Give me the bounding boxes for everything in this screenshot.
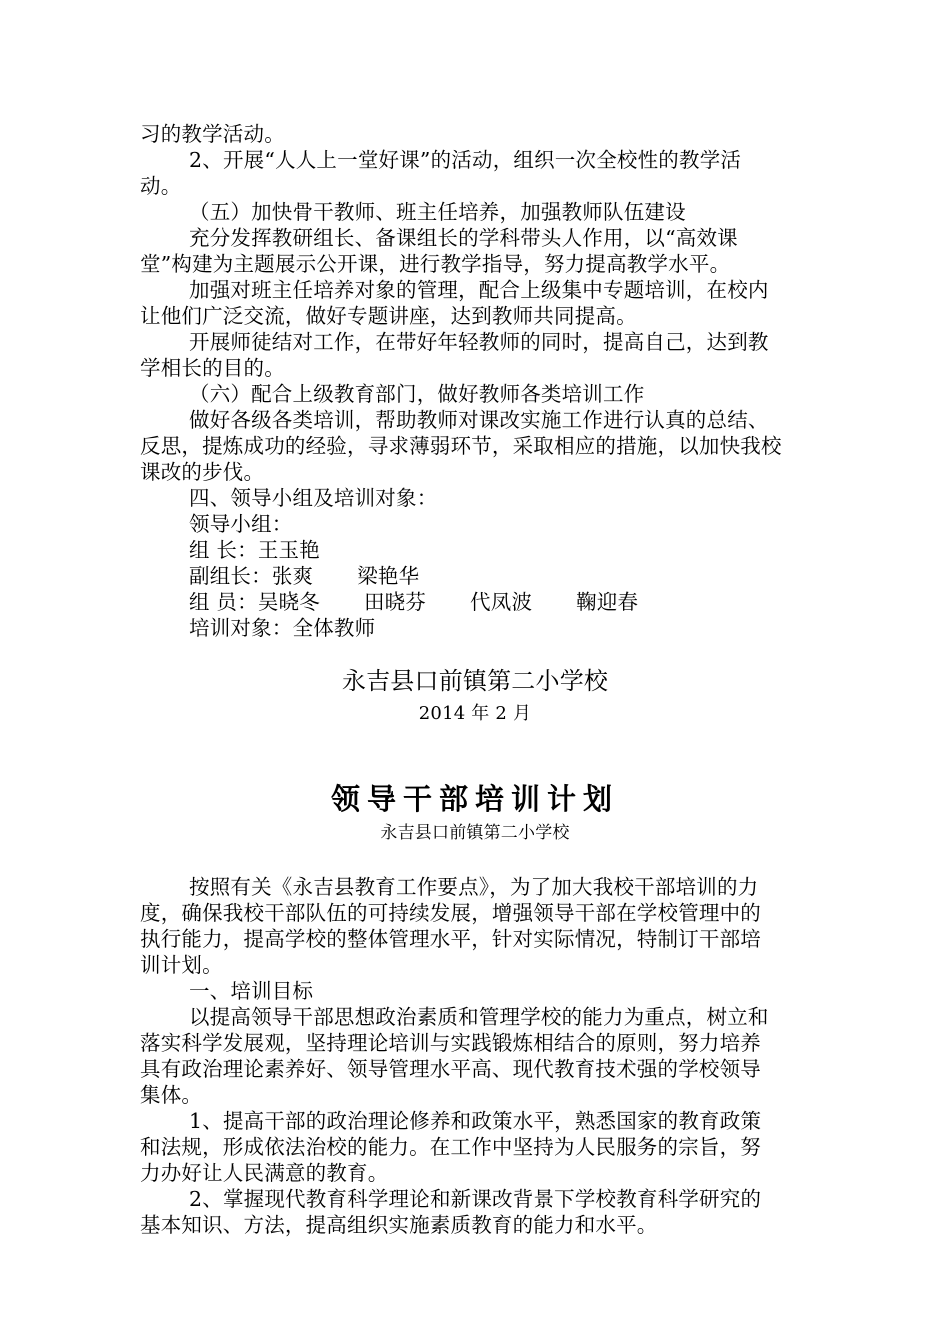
- paragraph-line: 按照有关《永吉县教育工作要点》，为了加大我校干部培训的力: [189, 875, 759, 899]
- paragraph-line: 动。: [140, 174, 182, 198]
- paragraph-line: 习的教学活动。: [140, 122, 285, 146]
- plan-subtitle: 永吉县口前镇第二小学校: [380, 823, 570, 843]
- paragraph-line: 落实科学发展观，坚持理论培训与实践锻炼相结合的原则，努力培养: [140, 1031, 761, 1055]
- paragraph-line: 堂”构建为主题展示公开课，进行教学指导，努力提高教学水平。: [140, 252, 731, 276]
- paragraph-line: 学相长的目的。: [140, 356, 285, 380]
- paragraph-line: 做好各级各类培训，帮助教师对课改实施工作进行认真的总结、: [189, 408, 769, 432]
- members-label: 组 员：: [189, 590, 258, 614]
- paragraph-line: 开展师徒结对工作，在带好年轻教师的同时，提高自己，达到教: [189, 330, 769, 354]
- paragraph-line: 让他们广泛交流，做好专题讲座，达到教师共同提高。: [140, 304, 637, 328]
- paragraph-line: 具有政治理论素养好、领导管理水平高、现代教育技术强的学校领导: [140, 1057, 761, 1081]
- vice-leader-line: [189, 563, 419, 589]
- paragraph-line: 度，确保我校干部队伍的可持续发展，增强领导干部在学校管理中的: [140, 901, 761, 925]
- paragraph-line: 执行能力，提高学校的整体管理水平，针对实际情况，特制订干部培: [140, 927, 761, 951]
- paragraph-line: 充分发挥教研组长、备课组长的学科带头人作用，以“高效课: [189, 226, 738, 250]
- paragraph-line: 力办好让人民满意的教育。: [140, 1161, 389, 1185]
- training-target-line: 培训对象：全体教师: [189, 616, 376, 640]
- vice-leader-label: 副组长：: [189, 564, 272, 588]
- paragraph-line: 2、开展“人人上一堂好课”的活动，组织一次全校性的教学活: [189, 148, 742, 172]
- section-heading: （五）加快骨干教师、班主任培养，加强教师队伍建设: [189, 200, 686, 224]
- organization-signature: 永吉县口前镇第二小学校: [341, 667, 609, 695]
- paragraph-line: 领导小组：: [189, 512, 293, 536]
- paragraph-line: 1、提高干部的政治理论修养和政策水平，熟悉国家的教育政策: [189, 1109, 762, 1133]
- paragraph-line: 以提高领导干部思想政治素质和管理学校的能力为重点，树立和: [189, 1005, 769, 1029]
- members-line: [189, 589, 638, 615]
- member-name: 鞠迎春: [576, 590, 639, 614]
- leader-line: 组 长：王玉艳: [189, 538, 320, 562]
- signature-date: 2014 年 2 月: [418, 703, 532, 724]
- plan-title: 领导干部培训计划: [330, 782, 619, 816]
- member-name: 代凤波: [470, 590, 533, 614]
- paragraph-line: 2、掌握现代教育科学理论和新课改背景下学校教育科学研究的: [189, 1187, 762, 1211]
- section-heading: 一、培训目标: [189, 979, 314, 1003]
- paragraph-line: 基本知识、方法，提高组织实施素质教育的能力和水平。: [140, 1213, 658, 1237]
- paragraph-line: 集体。: [140, 1083, 203, 1107]
- section-heading: （六）配合上级教育部门，做好教师各类培训工作: [189, 382, 645, 406]
- vice-leader-name: 张爽: [271, 564, 314, 588]
- vice-leader-name: 梁艳华: [357, 564, 420, 588]
- section-heading: 四、领导小组及培训对象：: [189, 486, 438, 510]
- member-name: 吴晓冬: [257, 590, 320, 614]
- paragraph-line: 反思，提炼成功的经验，寻求薄弱环节，采取相应的措施，以加快我校: [140, 434, 782, 458]
- member-name: 田晓芬: [363, 590, 427, 614]
- paragraph-line: 和法规，形成依法治校的能力。在工作中坚持为人民服务的宗旨，努: [140, 1135, 761, 1159]
- paragraph-line: 训计划。: [140, 953, 223, 977]
- paragraph-line: 课改的步伐。: [140, 460, 265, 484]
- paragraph-line: 加强对班主任培养对象的管理，配合上级集中专题培训，在校内: [189, 278, 769, 302]
